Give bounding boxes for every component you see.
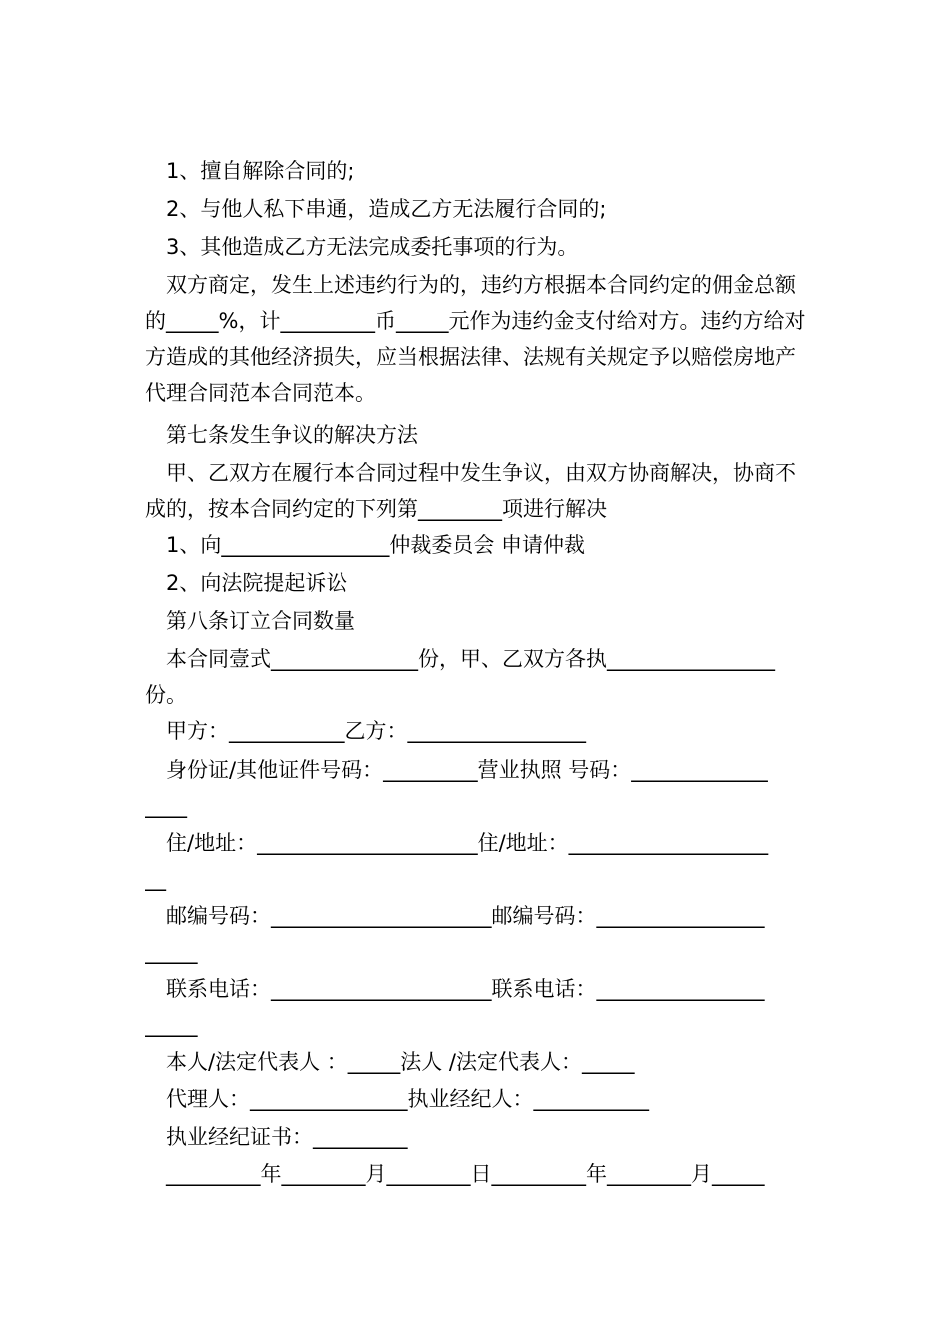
id-license-line: 身份证/其他证件号码：_________营业执照 号码：_____________ (166, 758, 768, 782)
agent-line: 代理人：_______________执业经纪人：___________ (166, 1087, 649, 1111)
liquidated-damages-paragraph: 双方商定，发生上述违约行为的，违约方根据本合同约定的佣金总额的_____%，计_________币_____元作为违约金支付给对方。违约方给对方造成的其他经济损失，应当根据法律、法规有关规定予以赔偿房地产代理合同范本合同范本。 (145, 273, 806, 405)
address-line-cont: __ (145, 867, 166, 891)
clause-item-2: 2、与他人私下串通，造成乙方无法履行合同的; (166, 197, 607, 221)
dispute-option-1: 1、向________________仲裁委员会 申请仲裁 (166, 533, 586, 557)
broker-certificate-line: 执业经纪证书：_________ (166, 1125, 408, 1149)
legal-representative-line: 本人/法定代表人 ：_____法人 /法定代表人：_____ (166, 1050, 635, 1074)
article-7-heading: 第七条发生争议的解决方法 (166, 423, 418, 447)
article-8-heading: 第八条订立合同数量 (166, 609, 355, 633)
date-line: _________年________月________日_________年________月_____ (166, 1162, 765, 1186)
clause-item-1: 1、擅自解除合同的; (166, 159, 355, 183)
postcode-line-cont: _____ (145, 940, 198, 964)
dispute-resolution-paragraph: 甲、乙双方在履行本合同过程中发生争议，由双方协商解决，协商不成的，按本合同约定的下列第________项进行解决 (145, 461, 796, 521)
postcode-line: 邮编号码：_____________________邮编号码：________________ (166, 904, 765, 928)
address-line: 住/地址：_____________________住/地址：___________________ (166, 831, 769, 855)
clause-item-3: 3、其他造成乙方无法完成委托事项的行为。 (166, 235, 579, 259)
id-license-line-cont: ____ (145, 794, 187, 818)
phone-line-cont: _____ (145, 1013, 198, 1037)
phone-line: 联系电话：_____________________联系电话：________________ (166, 977, 765, 1001)
dispute-option-2: 2、向法院提起诉讼 (166, 571, 348, 595)
party-names-line: 甲方：___________乙方：_________________ (166, 719, 586, 743)
copies-line-cont: 份。 (145, 683, 187, 707)
copies-line: 本合同壹式______________份，甲、乙双方各执________________ (166, 647, 775, 671)
